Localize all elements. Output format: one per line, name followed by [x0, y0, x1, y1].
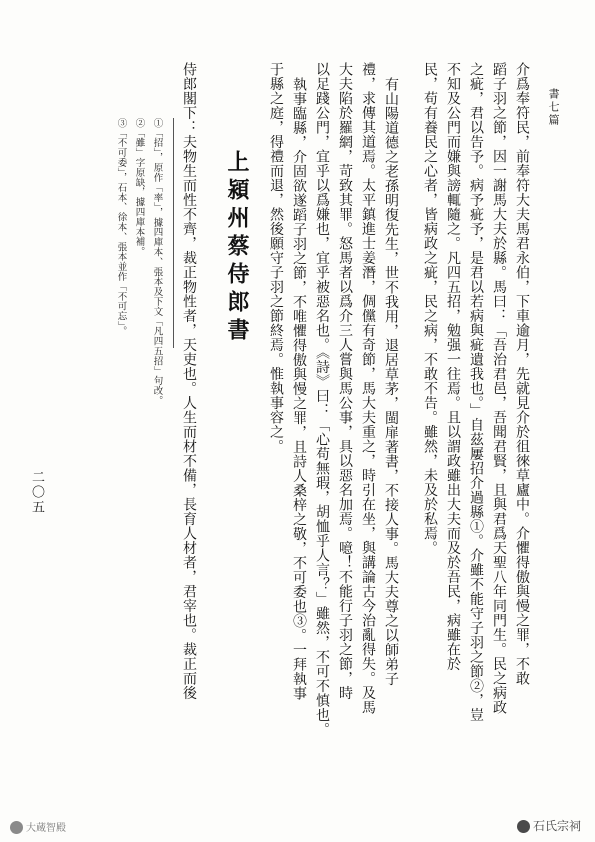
body-column: 有山陽道德之老孫明復先生，世不我用，退居草茅，閩扉著書，不接人事。馬大夫尊之以師弟子 — [383, 77, 399, 686]
footnote: ③「不可委」，石本、徐本、張本並作「不可忘」。 — [115, 118, 127, 337]
body-column: 蹈子羽之節，因一謝馬大夫於縣。馬曰：「吾治君邑，吾聞君賢，且與君爲天聖八年同門生。民之病政 — [491, 62, 507, 715]
footnote: ①「招」，原作「率」，據四庫本、張本及下文「凡四五招」句改。 — [151, 118, 163, 406]
footer-watermark-right: 石氏宗祠 — [517, 817, 581, 834]
body-column: 民，苟有養民之心者，皆病政之疵，民之病，不敢不告。雖然，未及於私焉。 — [422, 62, 438, 555]
body-column: 于縣之庭，得禮而退，然後願守子羽之節終焉。惟執事容之。 — [268, 62, 284, 454]
footnote: ②「雖」字原缺，據四庫本補。 — [133, 118, 145, 257]
footnote-rule — [173, 118, 174, 348]
body-column: 以足踐公門，宜乎以爲嫌也，宜乎被惡名也。《詩》曰：「心苟無瑕，胡恤乎人言？」雖然，不可不慎也。 — [314, 62, 330, 737]
body-column: 不知及公門而嫌與謗輒隨之。凡四五招，勉强一往焉。且以謂政雖出大夫而及於吾民，病雖在於 — [445, 62, 461, 671]
page-header-section: 書七篇 — [547, 88, 560, 127]
body-column: 大夫陷於羅網，苛致其罪。怒馬者以爲介三人嘗與馬公事，具以惡名加焉。噫！不能行子羽之節，時 — [337, 62, 353, 700]
page-number: 二〇五 — [29, 470, 44, 515]
body-column: 執事臨縣，介固欲遂蹈子羽之節，不唯懼得傲與慢之罪，且詩人桑梓之敬，不可委也③。一拜執事 — [291, 77, 307, 701]
body-column: 禮，求傳其道焉。太平鎮進士姜潛，倜儻有奇節，馬大夫重之，時引在坐，與講論古今治亂得失。及馬 — [360, 62, 376, 715]
body-column: 之疵，君以告予。病予疵予，是君以若病與疵遺我也。」自茲屢招介過縣①。介雖不能守子羽之節②，豈 — [468, 62, 484, 722]
body-column: 介爲奉符民，前奉符大夫馬君永伯，下車逾月，先就見介於徂徠草廬中。介懼得傲與慢之罪，不敢 — [514, 62, 530, 686]
wechat-logo-icon — [517, 820, 530, 833]
body-column: 侍郎閣下：夫物生而性不齊，裁正物性者，天吏也。人生而材不備，長育人材者，君宰也。裁正而後 — [181, 62, 197, 700]
letter-title: 上潁州蔡侍郎書 — [224, 150, 250, 346]
watermark-logo-icon — [10, 821, 23, 834]
footer-watermark-left: 大蔵智殿 — [10, 819, 66, 835]
